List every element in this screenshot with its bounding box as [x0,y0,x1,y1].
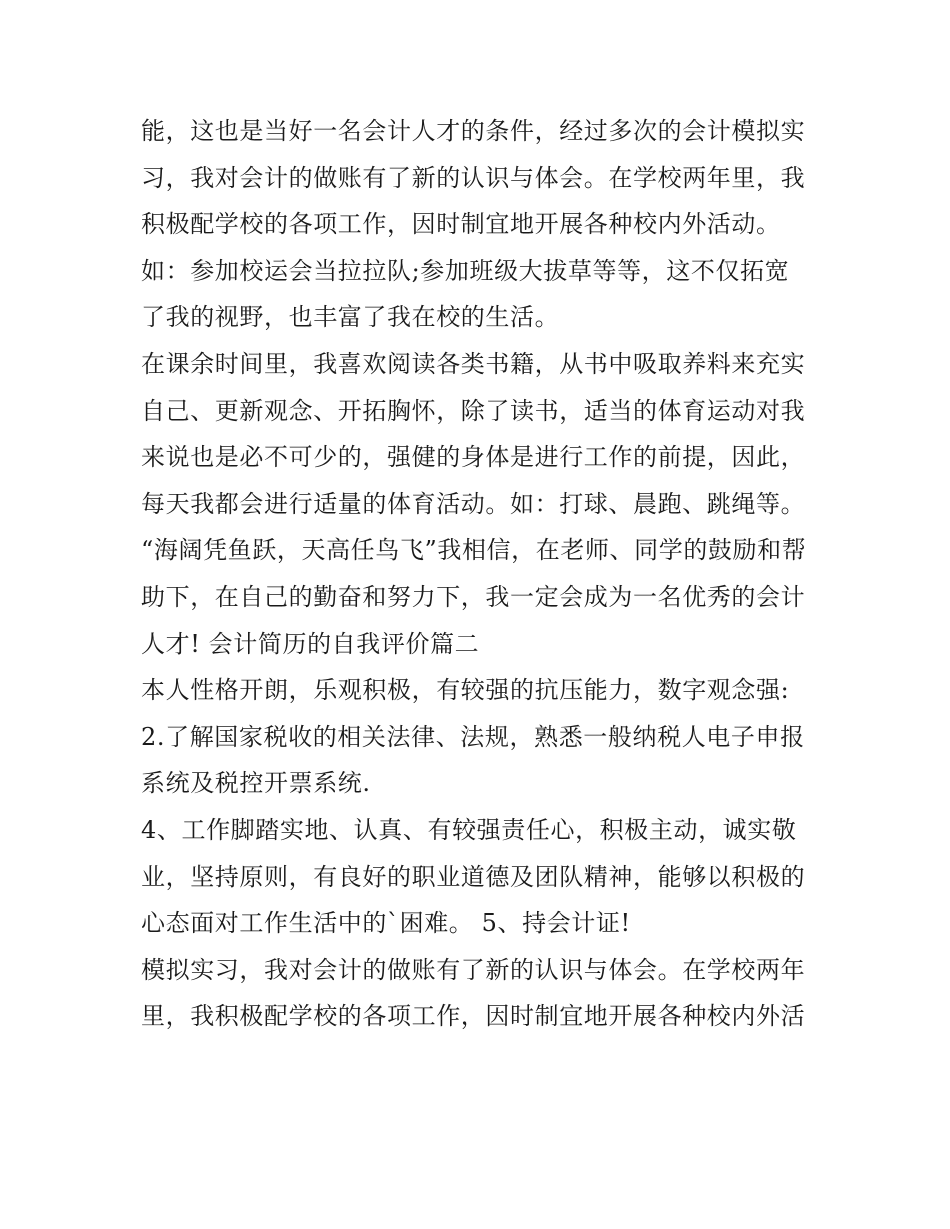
text-line: 系统及税控开票系统. [141,769,371,798]
text-line: 每天我都会进行适量的体育活动。如：打球、晨跑、跳绳等。 [141,489,806,518]
text-line: 助下，在自己的勤奋和努力下，我一定会成为一名优秀的会计 [141,582,806,611]
text-line: “海阔凭鱼跃，天高任鸟飞”我相信，在老师、同学的鼓励和帮 [141,536,807,565]
text-line: 自己、更新观念、开拓胸怀，除了读书，适当的体育运动对我 [141,396,806,425]
text-line: 心态面对工作生活中的`困难。 5、持会计证! [141,909,631,938]
text-line: 了我的视野，也丰富了我在校的生活。 [141,303,560,332]
text-line: 业，坚持原则，有良好的职业道德及团队精神，能够以积极的 [141,862,806,891]
text-line: 习，我对会计的做账有了新的认识与体会。在学校两年里，我 [141,163,806,192]
text-line: 里，我积极配学校的各项工作，因时制宜地开展各种校内外活 [141,1002,806,1031]
text-line: 2.了解国家税收的相关法律、法规，熟悉一般纳税人电子申报 [141,722,805,751]
text-line: 积极配学校的各项工作，因时制宜地开展各种校内外活动。 [141,210,781,239]
text-line: 人才! 会计简历的自我评价篇二 [141,629,480,658]
document-body [141,108,821,1040]
text-line: 来说也是必不可少的，强健的身体是进行工作的前提，因此， [141,443,806,472]
text-line: 在课余时间里，我喜欢阅读各类书籍，从书中吸取养料来充实 [141,349,806,378]
text-line: 模拟实习，我对会计的做账有了新的认识与体会。在学校两年 [141,955,806,984]
text-line: 4、工作脚踏实地、认真、有较强责任心，积极主动，诚实敬 [141,815,797,844]
text-line: 如：参加校运会当拉拉队;参加班级大拔草等等，这不仅拓宽 [141,256,790,285]
text-line: 本人性格开朗，乐观积极，有较强的抗压能力，数字观念强: [141,676,790,705]
text-line: 能，这也是当好一名会计人才的条件，经过多次的会计模拟实 [141,117,806,145]
